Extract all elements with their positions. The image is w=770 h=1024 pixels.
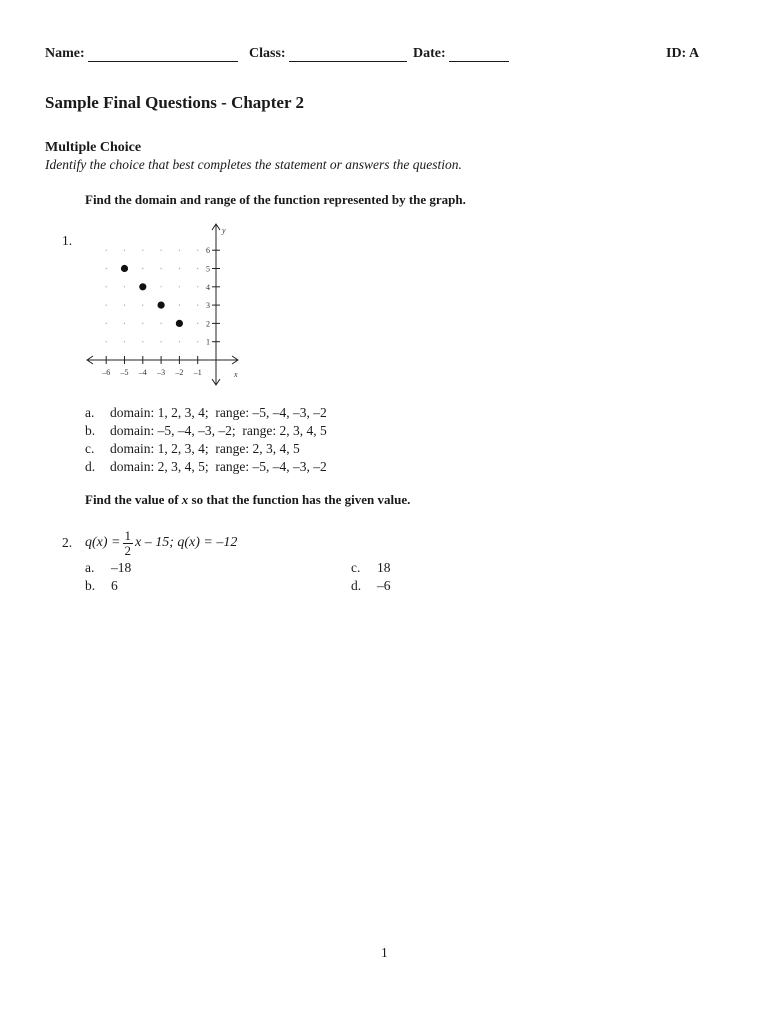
question-1-choice-letter: c. (85, 441, 95, 456)
grid-dot (197, 250, 198, 251)
class-blank (289, 47, 407, 62)
grid-dot (124, 250, 125, 251)
grid-dot (142, 250, 143, 251)
grid-dot (142, 323, 143, 324)
question-2-choice-letter: b. (85, 578, 96, 593)
section-heading: Multiple Choice (45, 140, 142, 155)
grid-dot (179, 286, 180, 287)
grid-dot (124, 341, 125, 342)
date-blank (449, 47, 509, 62)
y-tick-label: 3 (206, 301, 210, 311)
name-field (45, 46, 238, 62)
y-tick-label: 6 (206, 246, 210, 256)
grid-dot (106, 341, 107, 342)
x-tick-label: –4 (138, 368, 147, 377)
question-1-choice-text: domain: 1, 2, 3, 4; range: 2, 3, 4, 5 (110, 441, 300, 456)
find-x-prompt-var: x (181, 492, 189, 507)
question-1-choice-text: domain: –5, –4, –3, –2; range: 2, 3, 4, 5 (110, 423, 327, 438)
question-2-choice-text: 6 (111, 578, 118, 593)
find-x-prompt (85, 492, 410, 508)
equation-rhs: x – 15; q(x) = –12 (135, 535, 238, 550)
grid-dot (142, 341, 143, 342)
y-ticks (206, 246, 220, 347)
question-1-choice-text: domain: 2, 3, 4, 5; range: –5, –4, –3, –2 (110, 459, 327, 474)
y-tick-label: 5 (206, 264, 210, 274)
x-tick-label: –3 (157, 368, 166, 377)
grid-dot (179, 305, 180, 306)
grid-dot (142, 268, 143, 269)
question-2-choice-letter: a. (85, 560, 95, 575)
date-field (413, 46, 509, 62)
grid-dot (161, 286, 162, 287)
grid-dot (161, 268, 162, 269)
question-2-equation (85, 523, 237, 563)
y-tick-label: 2 (206, 319, 210, 329)
grid-dot (179, 250, 180, 251)
question-1-graph (84, 222, 244, 390)
grid-dot (179, 341, 180, 342)
question-1-number: 1. (62, 233, 73, 248)
y-axis-label: y (222, 226, 226, 235)
grid-dot (106, 268, 107, 269)
graph-point (158, 302, 165, 309)
x-axis-label: x (234, 370, 238, 379)
class-field (249, 46, 407, 62)
grid-dots (106, 250, 199, 343)
question-1-choice-letter: a. (85, 405, 95, 420)
x-tick-label: –1 (193, 368, 202, 377)
date-label: Date: (413, 46, 446, 61)
grid-dot (161, 323, 162, 324)
question-2-choice-text: –18 (111, 560, 132, 575)
grid-dot (197, 305, 198, 306)
graph-point (139, 283, 146, 290)
grid-dot (124, 323, 125, 324)
graph-points (121, 265, 183, 327)
grid-dot (197, 286, 198, 287)
class-label: Class: (249, 46, 286, 61)
domain-range-prompt: Find the domain and range of the function represented by the graph. (85, 192, 466, 207)
grid-dot (106, 305, 107, 306)
grid-dot (124, 286, 125, 287)
equation-lhs: q(x) = (85, 535, 121, 550)
question-2-choice-text: 18 (377, 560, 391, 575)
grid-dot (106, 323, 107, 324)
grid-dot (179, 268, 180, 269)
grid-dot (197, 341, 198, 342)
question-2-choice-letter: c. (351, 560, 361, 575)
x-ticks (101, 356, 202, 377)
x-tick-label: –6 (102, 368, 111, 377)
section-instructions: Identify the choice that best completes the statement or answers the question. (45, 157, 462, 172)
graph-point (121, 265, 128, 272)
page-title: Sample Final Questions - Chapter 2 (45, 93, 304, 112)
question-2-number: 2. (62, 535, 73, 550)
question-2-choice-text: –6 (377, 578, 391, 593)
name-label: Name: (45, 46, 85, 61)
id-label: ID: A (666, 46, 700, 61)
grid-dot (106, 286, 107, 287)
question-1-choice-letter: d. (85, 459, 96, 474)
graph-point (176, 320, 183, 327)
x-tick-label: –2 (175, 368, 184, 377)
find-x-prompt-post: so that the function has the given value. (188, 492, 411, 507)
grid-dot (197, 268, 198, 269)
grid-dot (161, 341, 162, 342)
name-blank (88, 47, 238, 62)
question-1-choice-letter: b. (85, 423, 96, 438)
x-tick-label: –5 (120, 368, 129, 377)
equation-fraction (123, 529, 134, 558)
fraction-denominator: 2 (124, 542, 131, 558)
grid-dot (161, 250, 162, 251)
find-x-prompt-pre: Find the value of (85, 492, 182, 507)
grid-dot (106, 250, 107, 251)
grid-dot (197, 323, 198, 324)
question-2-choice-letter: d. (351, 578, 362, 593)
fraction-numerator: 1 (124, 527, 131, 543)
grid-dot (142, 305, 143, 306)
grid-dot (124, 305, 125, 306)
y-tick-label: 1 (206, 337, 210, 347)
page-number: 1 (381, 945, 388, 960)
y-tick-label: 4 (206, 282, 210, 292)
question-1-choice-text: domain: 1, 2, 3, 4; range: –5, –4, –3, –2 (110, 405, 327, 420)
